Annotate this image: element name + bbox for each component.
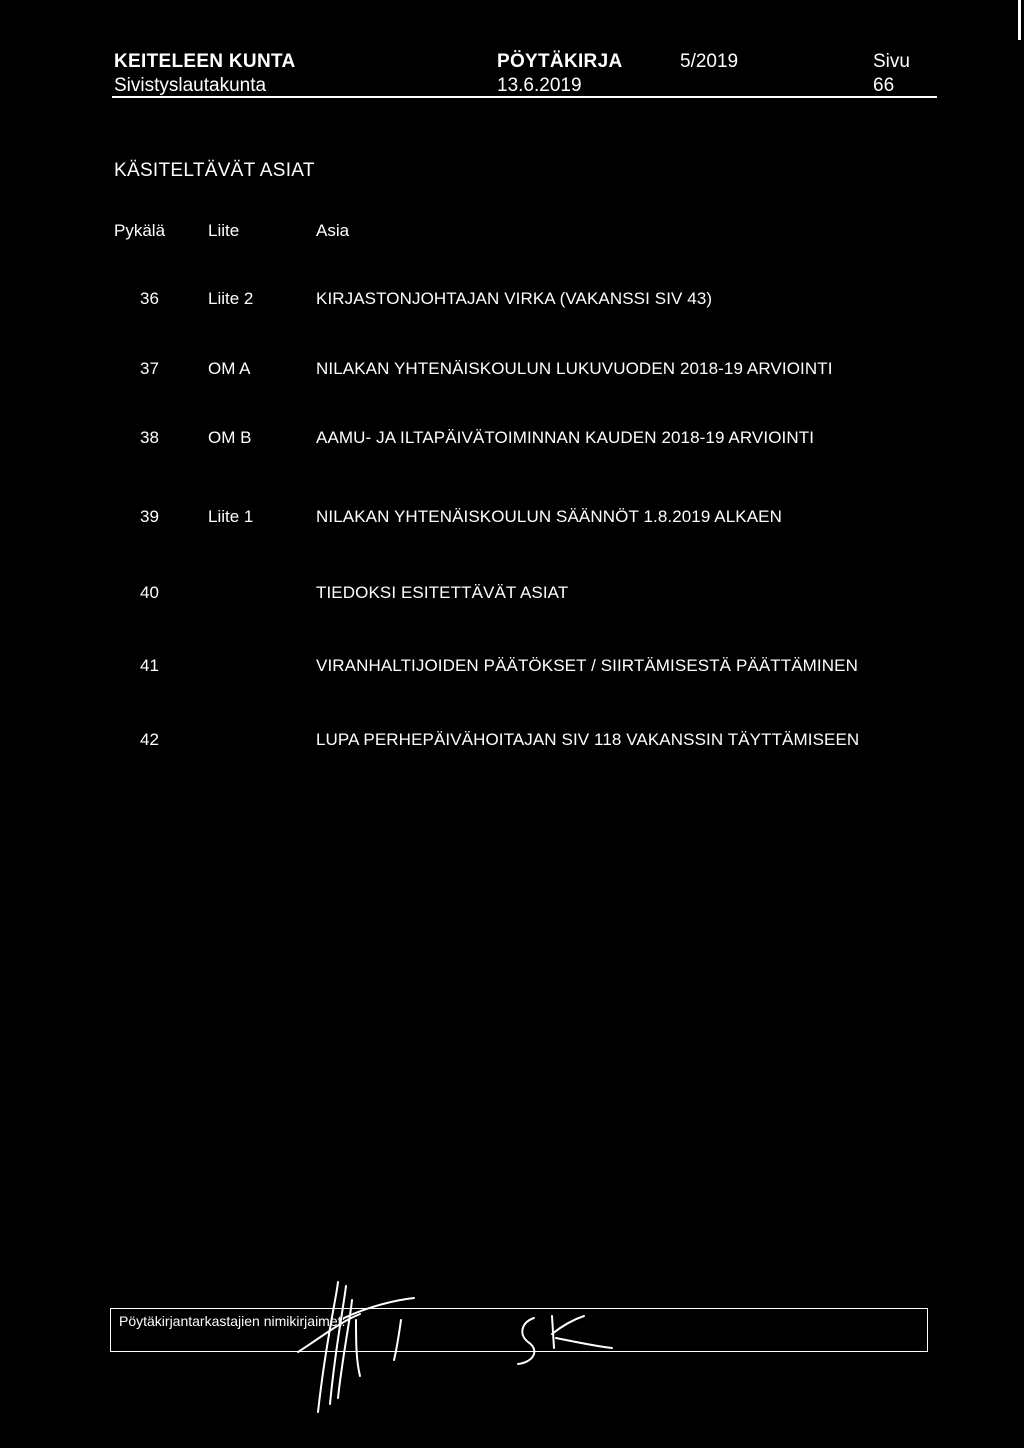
- agenda-subject: KIRJASTONJOHTAJAN VIRKA (VAKANSSI SIV 43): [316, 289, 713, 308]
- agenda-subject: NILAKAN YHTENÄISKOULUN SÄÄNNÖT 1.8.2019 ALKAEN: [316, 507, 782, 526]
- agenda-number: 38: [140, 428, 159, 447]
- agenda-number: 42: [140, 730, 159, 749]
- agenda-subject: LUPA PERHEPÄIVÄHOITAJAN SIV 118 VAKANSSIN TÄYTTÄMISEEN: [316, 730, 860, 749]
- agenda-attachment: Liite 1: [208, 507, 254, 526]
- agenda-number: 40: [140, 583, 159, 602]
- column-header-attachment: Liite: [208, 221, 240, 240]
- section-title: KÄSITELTÄVÄT ASIAT: [114, 160, 315, 181]
- board-name: Sivistyslautakunta: [114, 75, 267, 96]
- agenda-number: 39: [140, 507, 159, 526]
- agenda-subject: NILAKAN YHTENÄISKOULUN LUKUVUODEN 2018-19 ARVIOINTI: [316, 359, 833, 378]
- meeting-date: 13.6.2019: [497, 75, 582, 96]
- agenda-attachment: Liite 2: [208, 289, 254, 308]
- column-header-section: Pykälä: [114, 221, 166, 240]
- initials-label: Pöytäkirjantarkastajien nimikirjaimet:: [119, 1313, 346, 1329]
- agenda-attachment: OM B: [208, 428, 252, 447]
- municipality-name: KEITELEEN KUNTA: [114, 51, 296, 72]
- agenda-number: 36: [140, 289, 159, 308]
- page-label: Sivu: [873, 51, 910, 72]
- agenda-subject: TIEDOKSI ESITETTÄVÄT ASIAT: [316, 583, 569, 602]
- agenda-attachment: OM A: [208, 359, 251, 378]
- column-header-subject: Asia: [316, 221, 350, 240]
- agenda-number: 37: [140, 359, 159, 378]
- issue-number: 5/2019: [680, 51, 739, 72]
- document-type: PÖYTÄKIRJA: [497, 51, 623, 72]
- agenda-number: 41: [140, 656, 159, 675]
- agenda-subject: AAMU- JA ILTAPÄIVÄTOIMINNAN KAUDEN 2018-19 ARVIOINTI: [316, 428, 815, 447]
- page-number: 66: [873, 75, 895, 96]
- agenda-subject: VIRANHALTIJOIDEN PÄÄTÖKSET / SIIRTÄMISESTÄ PÄÄTTÄMINEN: [316, 656, 858, 675]
